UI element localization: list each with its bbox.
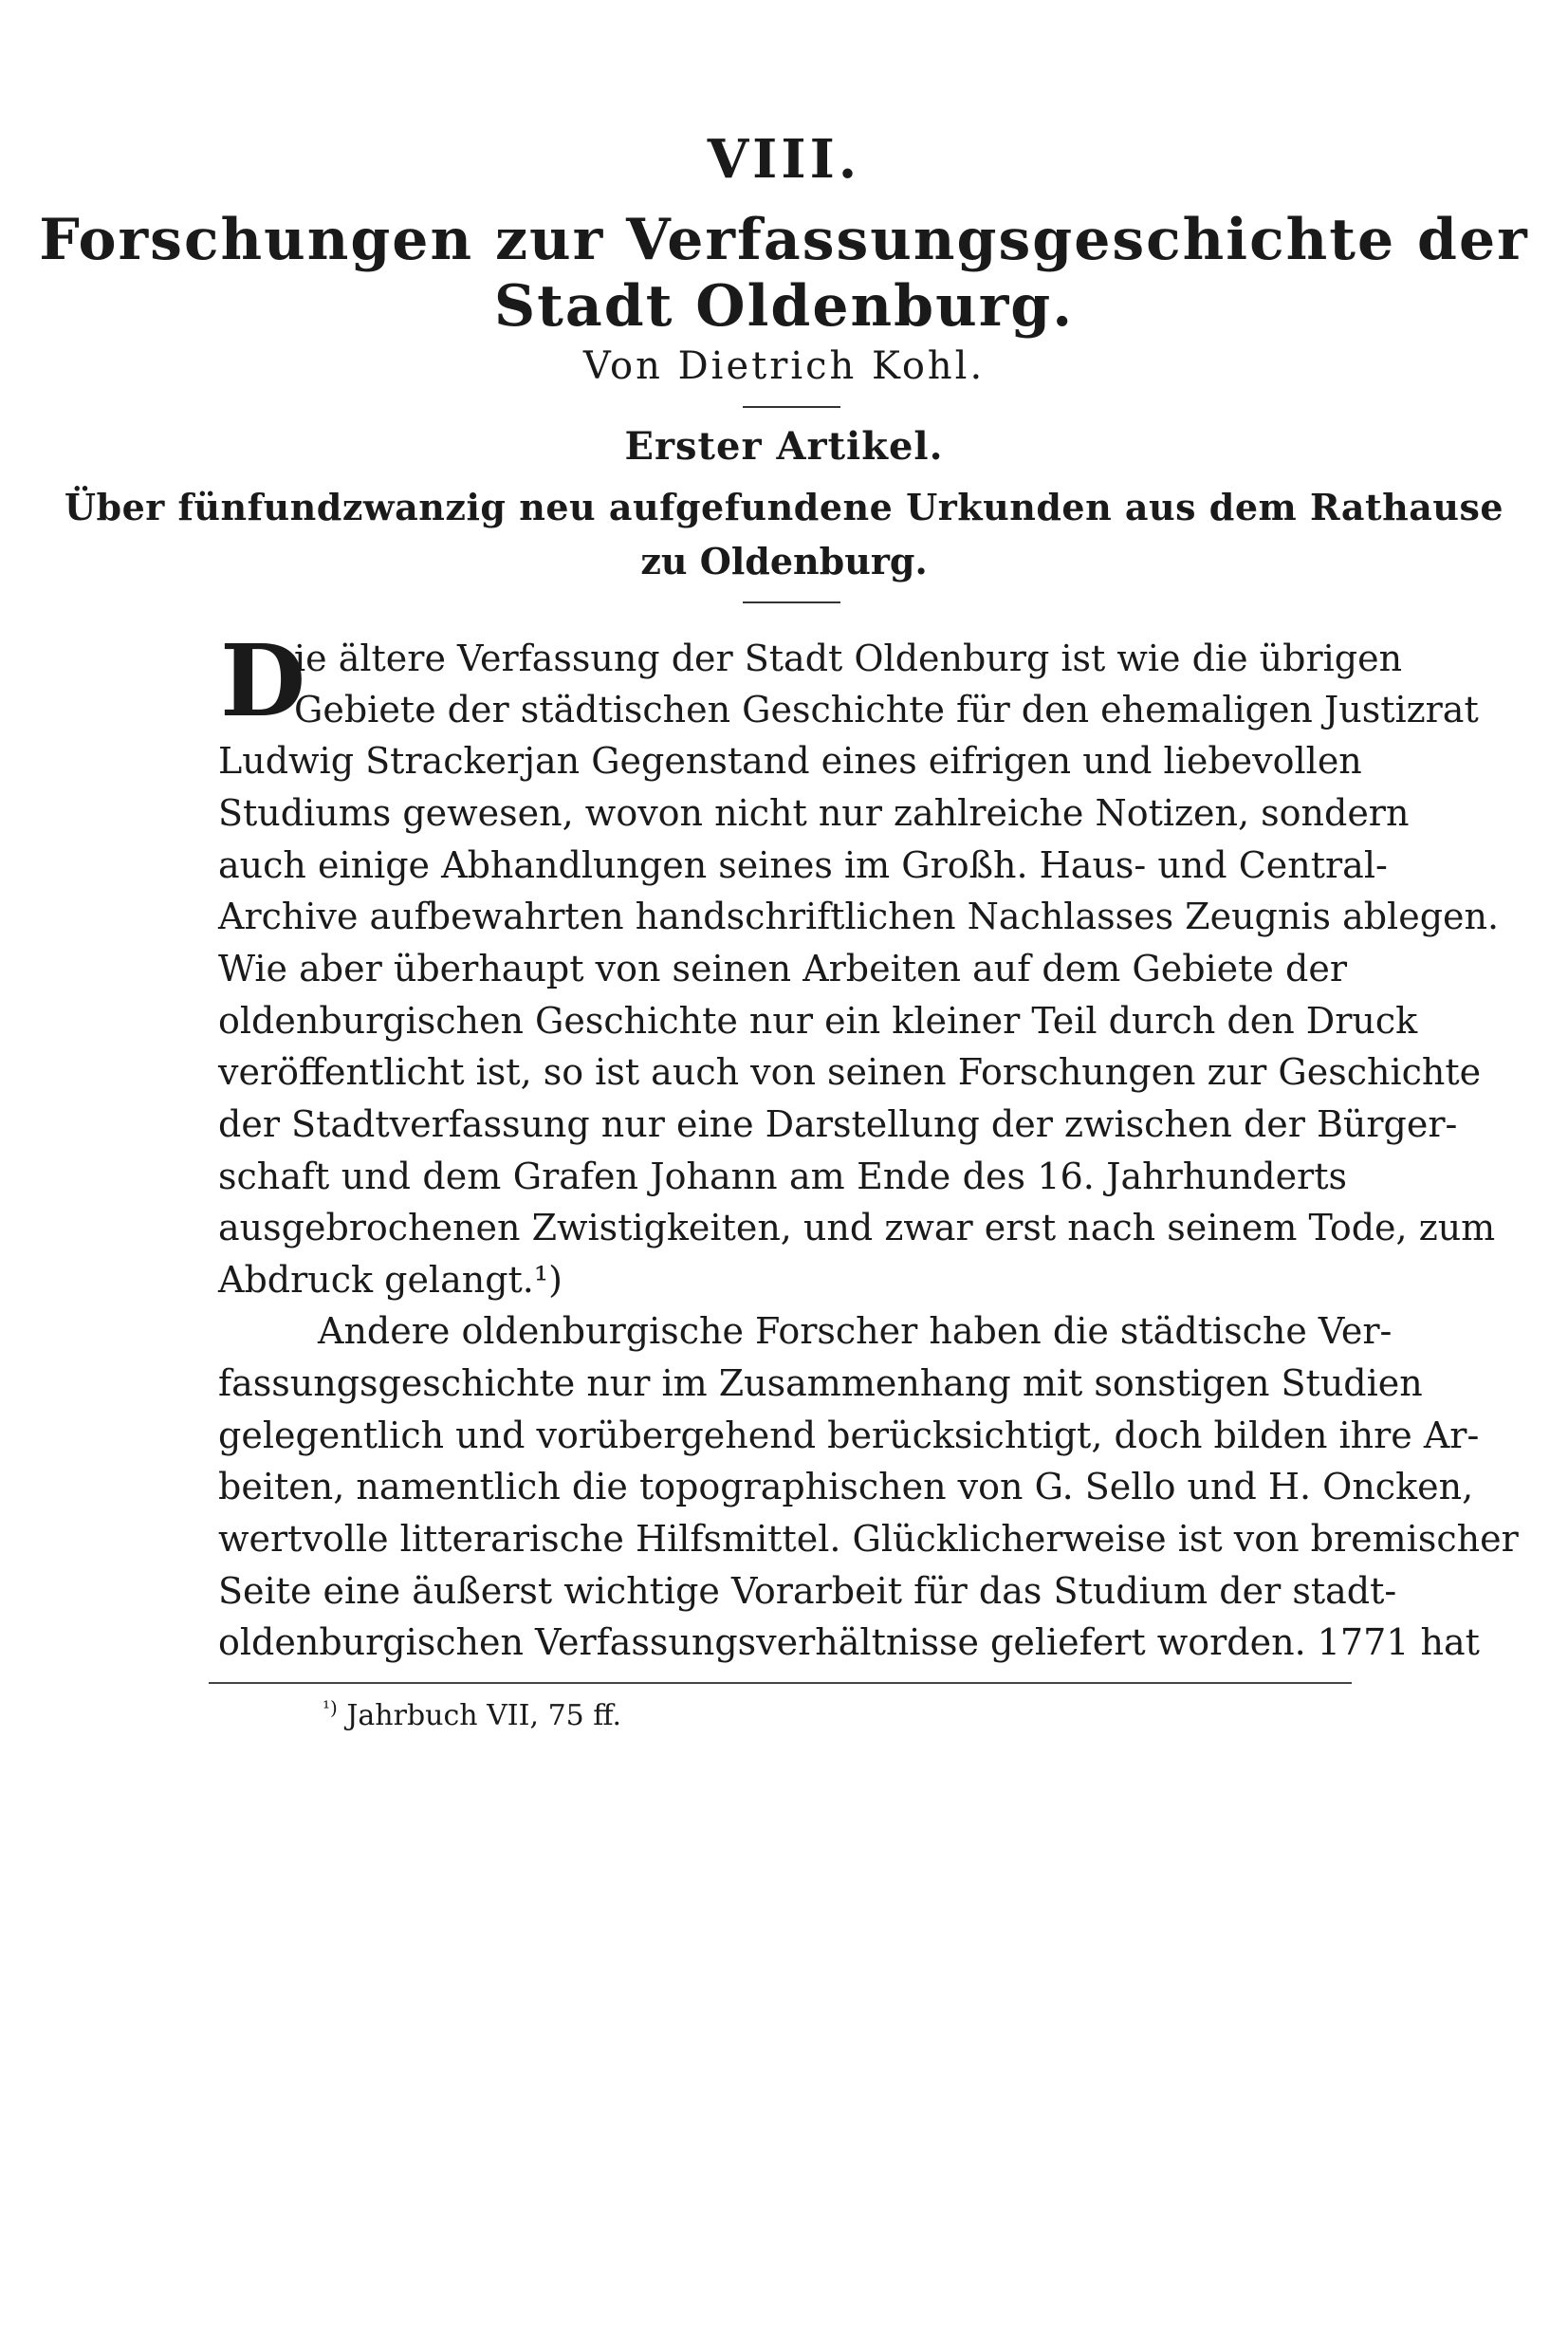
section-heading: Erster Artikel. [624, 424, 944, 469]
body-line: Wie aber überhaupt von seinen Arbeiten auf dem Gebiete der [218, 948, 1347, 989]
body-line: Seite eine äußerst wichtige Vorarbeit für das Studium der stadt- [218, 1570, 1397, 1612]
title-line-1: Forschungen zur Verfassungsgeschichte der [39, 207, 1529, 273]
body-line: Abdruck gelangt.¹) [218, 1259, 563, 1301]
body-line: Ludwig Strackerjan Gegenstand eines eifrigen und liebevollen [218, 740, 1362, 782]
divider-rule [743, 601, 840, 603]
footnote-rule [209, 1682, 1352, 1684]
body-line: Andere oldenburgische Forscher haben die städtische Ver- [318, 1310, 1393, 1352]
subtitle-line-2: zu Oldenburg. [640, 540, 928, 582]
author-line: Von Dietrich Kohl. [582, 344, 986, 388]
body-line: oldenburgischen Verfassungsverhältnisse geliefert worden. 1771 hat [218, 1621, 1480, 1663]
footnote [323, 1696, 621, 1732]
body-line: auch einige Abhandlungen seines im Großh. Haus- und Central- [218, 844, 1388, 886]
body-line: fassungsgeschichte nur im Zusammenhang mit sonstigen Studien [218, 1362, 1423, 1404]
body-line: ausgebrochenen Zwistigkeiten, und zwar erst nach seinem Tode, zum [218, 1207, 1496, 1248]
body-line: wertvolle litterarische Hilfsmittel. Glücklicherweise ist von bremischer [218, 1518, 1519, 1560]
title-line-2: Stadt Oldenburg. [493, 273, 1075, 340]
body-line: Studiums gewesen, wovon nicht nur zahlreiche Notizen, sondern [218, 792, 1410, 834]
body-line: ie ältere Verfassung der Stadt Oldenburg ist wie die übrigen [294, 638, 1403, 679]
body-line: oldenburgischen Geschichte nur ein kleiner Teil durch den Druck [218, 1000, 1418, 1042]
drop-cap: D [220, 622, 306, 739]
divider-rule [743, 406, 840, 408]
footnote-marker: ¹) [323, 1696, 338, 1719]
body-line: der Stadtverfassung nur eine Darstellung der zwischen der Bürger- [218, 1103, 1458, 1145]
body-line: Archive aufbewahrten handschriftlichen Nachlasses Zeugnis ablegen. [218, 896, 1500, 937]
body-line: gelegentlich und vorübergehend berücksichtigt, doch bilden ihre Ar- [218, 1415, 1480, 1456]
body-line: schaft und dem Grafen Johann am Ende des 16. Jahrhunderts [218, 1156, 1347, 1197]
footnote-text: Jahrbuch VII, 75 ff. [346, 1699, 622, 1732]
body-line: beiten, namentlich die topographischen von G. Sello und H. Oncken, [218, 1466, 1474, 1507]
chapter-number: VIII. [707, 128, 861, 191]
body-line: Gebiete der städtischen Geschichte für den ehemaligen Justizrat [294, 689, 1479, 730]
subtitle-line-1: Über fünfundzwanzig neu aufgefundene Urkunden aus dem Rathause [64, 486, 1504, 528]
body-line: veröffentlicht ist, so ist auch von seinen Forschungen zur Geschichte [218, 1051, 1482, 1093]
